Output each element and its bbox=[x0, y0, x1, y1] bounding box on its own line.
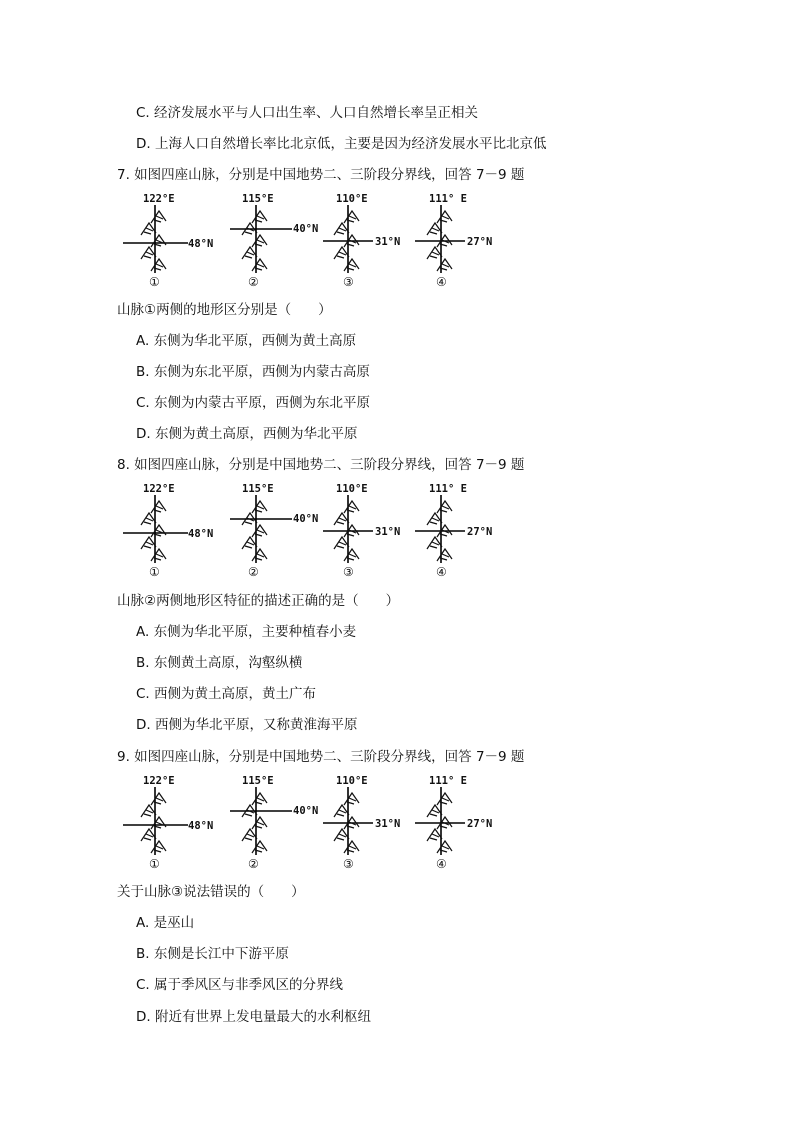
mountain-peak-mark bbox=[437, 211, 452, 223]
mountain-peak-mark bbox=[151, 235, 166, 247]
lon-label: 122°E bbox=[143, 775, 175, 787]
q7-option-c: C. 东侧为内蒙古平原，西侧为东北平原 bbox=[136, 395, 371, 411]
mountain-peak-mark bbox=[344, 211, 359, 223]
q7-stem: 7. 如图四座山脉，分别是中国地势二、三阶段分界线，回答 7－9 题 bbox=[117, 167, 525, 183]
mountain-sketch bbox=[230, 193, 325, 288]
mountain-peak-mark bbox=[344, 549, 359, 561]
mountain-peak-mark bbox=[334, 513, 349, 525]
mountain-peak-mark bbox=[141, 223, 156, 235]
mountain-peak-mark bbox=[427, 223, 442, 235]
mountain-peak-mark bbox=[334, 805, 349, 817]
mountain-peak-mark bbox=[151, 549, 166, 561]
q8-question: 山脉②两侧地形区特征的描述正确的是（ ） bbox=[117, 593, 400, 609]
mountain-number: ② bbox=[248, 857, 259, 871]
mountain-sketch bbox=[323, 483, 418, 578]
q9-mountain-figure bbox=[118, 775, 518, 870]
mountain-peak-mark bbox=[151, 211, 166, 223]
mountain-peak-mark bbox=[252, 525, 267, 537]
mountain-peak-mark bbox=[141, 805, 156, 817]
q7-option-d: D. 东侧为黄土高原，西侧为华北平原 bbox=[136, 426, 358, 442]
mountain-peak-mark bbox=[344, 501, 359, 513]
mountain-peak-mark bbox=[141, 537, 156, 549]
lat-label: 31°N bbox=[375, 236, 401, 248]
mountain-number: ③ bbox=[343, 565, 354, 579]
q9-option-b: B. 东侧是长江中下游平原 bbox=[136, 946, 289, 962]
lon-label: 111° E bbox=[429, 193, 467, 205]
mountain-peak-mark bbox=[344, 259, 359, 271]
lat-label: 27°N bbox=[467, 818, 493, 830]
mountain-sketch bbox=[230, 483, 325, 578]
mountain-peak-mark bbox=[141, 513, 156, 525]
lon-label: 111° E bbox=[429, 775, 467, 787]
mountain-peak-mark bbox=[437, 549, 452, 561]
mountain-peak-mark bbox=[437, 793, 452, 805]
mountain-peak-mark bbox=[427, 537, 442, 549]
lat-label: 31°N bbox=[375, 818, 401, 830]
mountain-peak-mark bbox=[334, 537, 349, 549]
mountain-sketch bbox=[415, 193, 510, 288]
mountain-peak-mark bbox=[334, 223, 349, 235]
mountain-peak-mark bbox=[242, 247, 257, 259]
mountain-number: ① bbox=[149, 275, 160, 289]
lat-label: 48°N bbox=[188, 528, 214, 540]
q8-option-d: D. 西侧为华北平原，又称黄淮海平原 bbox=[136, 717, 358, 733]
mountain-peak-mark bbox=[141, 247, 156, 259]
q9-stem: 9. 如图四座山脉，分别是中国地势二、三阶段分界线，回答 7－9 题 bbox=[117, 749, 525, 765]
lon-label: 115°E bbox=[242, 483, 274, 495]
mountain-peak-mark bbox=[427, 247, 442, 259]
mountain-number: ③ bbox=[343, 857, 354, 871]
lat-label: 40°N bbox=[293, 513, 319, 525]
mountain-number: ④ bbox=[436, 275, 447, 289]
mountain-peak-mark bbox=[252, 259, 267, 271]
mountain-number: ④ bbox=[436, 857, 447, 871]
q9-option-a: A. 是巫山 bbox=[136, 915, 195, 931]
mountain-peak-mark bbox=[151, 259, 166, 271]
q8-stem: 8. 如图四座山脉，分别是中国地势二、三阶段分界线，回答 7－9 题 bbox=[117, 457, 525, 473]
lat-label: 40°N bbox=[293, 223, 319, 235]
q9-question: 关于山脉③说法错误的（ ） bbox=[117, 884, 305, 900]
lon-label: 115°E bbox=[242, 775, 274, 787]
lon-label: 122°E bbox=[143, 193, 175, 205]
mountain-peak-mark bbox=[427, 829, 442, 841]
q8-mountain-figure bbox=[118, 483, 518, 578]
mountain-number: ② bbox=[248, 565, 259, 579]
mountain-peak-mark bbox=[151, 793, 166, 805]
mountain-peak-mark bbox=[252, 549, 267, 561]
mountain-peak-mark bbox=[252, 211, 267, 223]
mountain-number: ① bbox=[149, 857, 160, 871]
mountain-peak-mark bbox=[242, 537, 257, 549]
q8-option-c: C. 西侧为黄土高原，黄土广布 bbox=[136, 686, 317, 702]
mountain-number: ② bbox=[248, 275, 259, 289]
mountain-peak-mark bbox=[334, 829, 349, 841]
q7-question: 山脉①两侧的地形区分别是（ ） bbox=[117, 302, 332, 318]
lat-label: 31°N bbox=[375, 526, 401, 538]
mountain-sketch bbox=[230, 775, 325, 870]
q9-option-d: D. 附近有世界上发电量最大的水利枢纽 bbox=[136, 1009, 371, 1025]
q7-option-b: B. 东侧为东北平原，西侧为内蒙古高原 bbox=[136, 364, 370, 380]
mountain-peak-mark bbox=[151, 501, 166, 513]
mountain-peak-mark bbox=[427, 513, 442, 525]
mountain-peak-mark bbox=[437, 841, 452, 853]
mountain-peak-mark bbox=[151, 841, 166, 853]
lon-label: 115°E bbox=[242, 193, 274, 205]
mountain-peak-mark bbox=[427, 805, 442, 817]
lon-label: 122°E bbox=[143, 483, 175, 495]
mountain-number: ④ bbox=[436, 565, 447, 579]
q8-option-b: B. 东侧黄土高原，沟壑纵横 bbox=[136, 655, 303, 671]
mountain-peak-mark bbox=[141, 829, 156, 841]
lat-label: 48°N bbox=[188, 820, 214, 832]
mountain-peak-mark bbox=[437, 259, 452, 271]
mountain-peak-mark bbox=[252, 793, 267, 805]
mountain-peak-mark bbox=[151, 525, 166, 537]
q8-option-a: A. 东侧为华北平原，主要种植春小麦 bbox=[136, 624, 357, 640]
mountain-sketch bbox=[415, 775, 510, 870]
q7-mountain-figure bbox=[118, 193, 518, 288]
q7-option-a: A. 东侧为华北平原，西侧为黄土高原 bbox=[136, 333, 357, 349]
lon-label: 110°E bbox=[336, 193, 368, 205]
q6-option-c: C. 经济发展水平与人口出生率、人口自然增长率呈正相关 bbox=[136, 105, 479, 121]
mountain-peak-mark bbox=[252, 817, 267, 829]
lon-label: 110°E bbox=[336, 775, 368, 787]
lon-label: 110°E bbox=[336, 483, 368, 495]
mountain-number: ③ bbox=[343, 275, 354, 289]
lat-label: 27°N bbox=[467, 526, 493, 538]
mountain-peak-mark bbox=[242, 829, 257, 841]
mountain-peak-mark bbox=[344, 793, 359, 805]
mountain-sketch bbox=[415, 483, 510, 578]
mountain-peak-mark bbox=[344, 841, 359, 853]
mountain-peak-mark bbox=[252, 235, 267, 247]
mountain-peak-mark bbox=[334, 247, 349, 259]
mountain-peak-mark bbox=[437, 501, 452, 513]
mountain-number: ① bbox=[149, 565, 160, 579]
lon-label: 111° E bbox=[429, 483, 467, 495]
lat-label: 40°N bbox=[293, 805, 319, 817]
mountain-peak-mark bbox=[252, 841, 267, 853]
mountain-peak-mark bbox=[252, 501, 267, 513]
mountain-peak-mark bbox=[151, 817, 166, 829]
mountain-sketch bbox=[323, 193, 418, 288]
mountain-sketch bbox=[323, 775, 418, 870]
q9-option-c: C. 属于季风区与非季风区的分界线 bbox=[136, 977, 344, 993]
lat-label: 27°N bbox=[467, 236, 493, 248]
lat-label: 48°N bbox=[188, 238, 214, 250]
q6-option-d: D. 上海人口自然增长率比北京低，主要是因为经济发展水平比北京低 bbox=[136, 136, 547, 152]
